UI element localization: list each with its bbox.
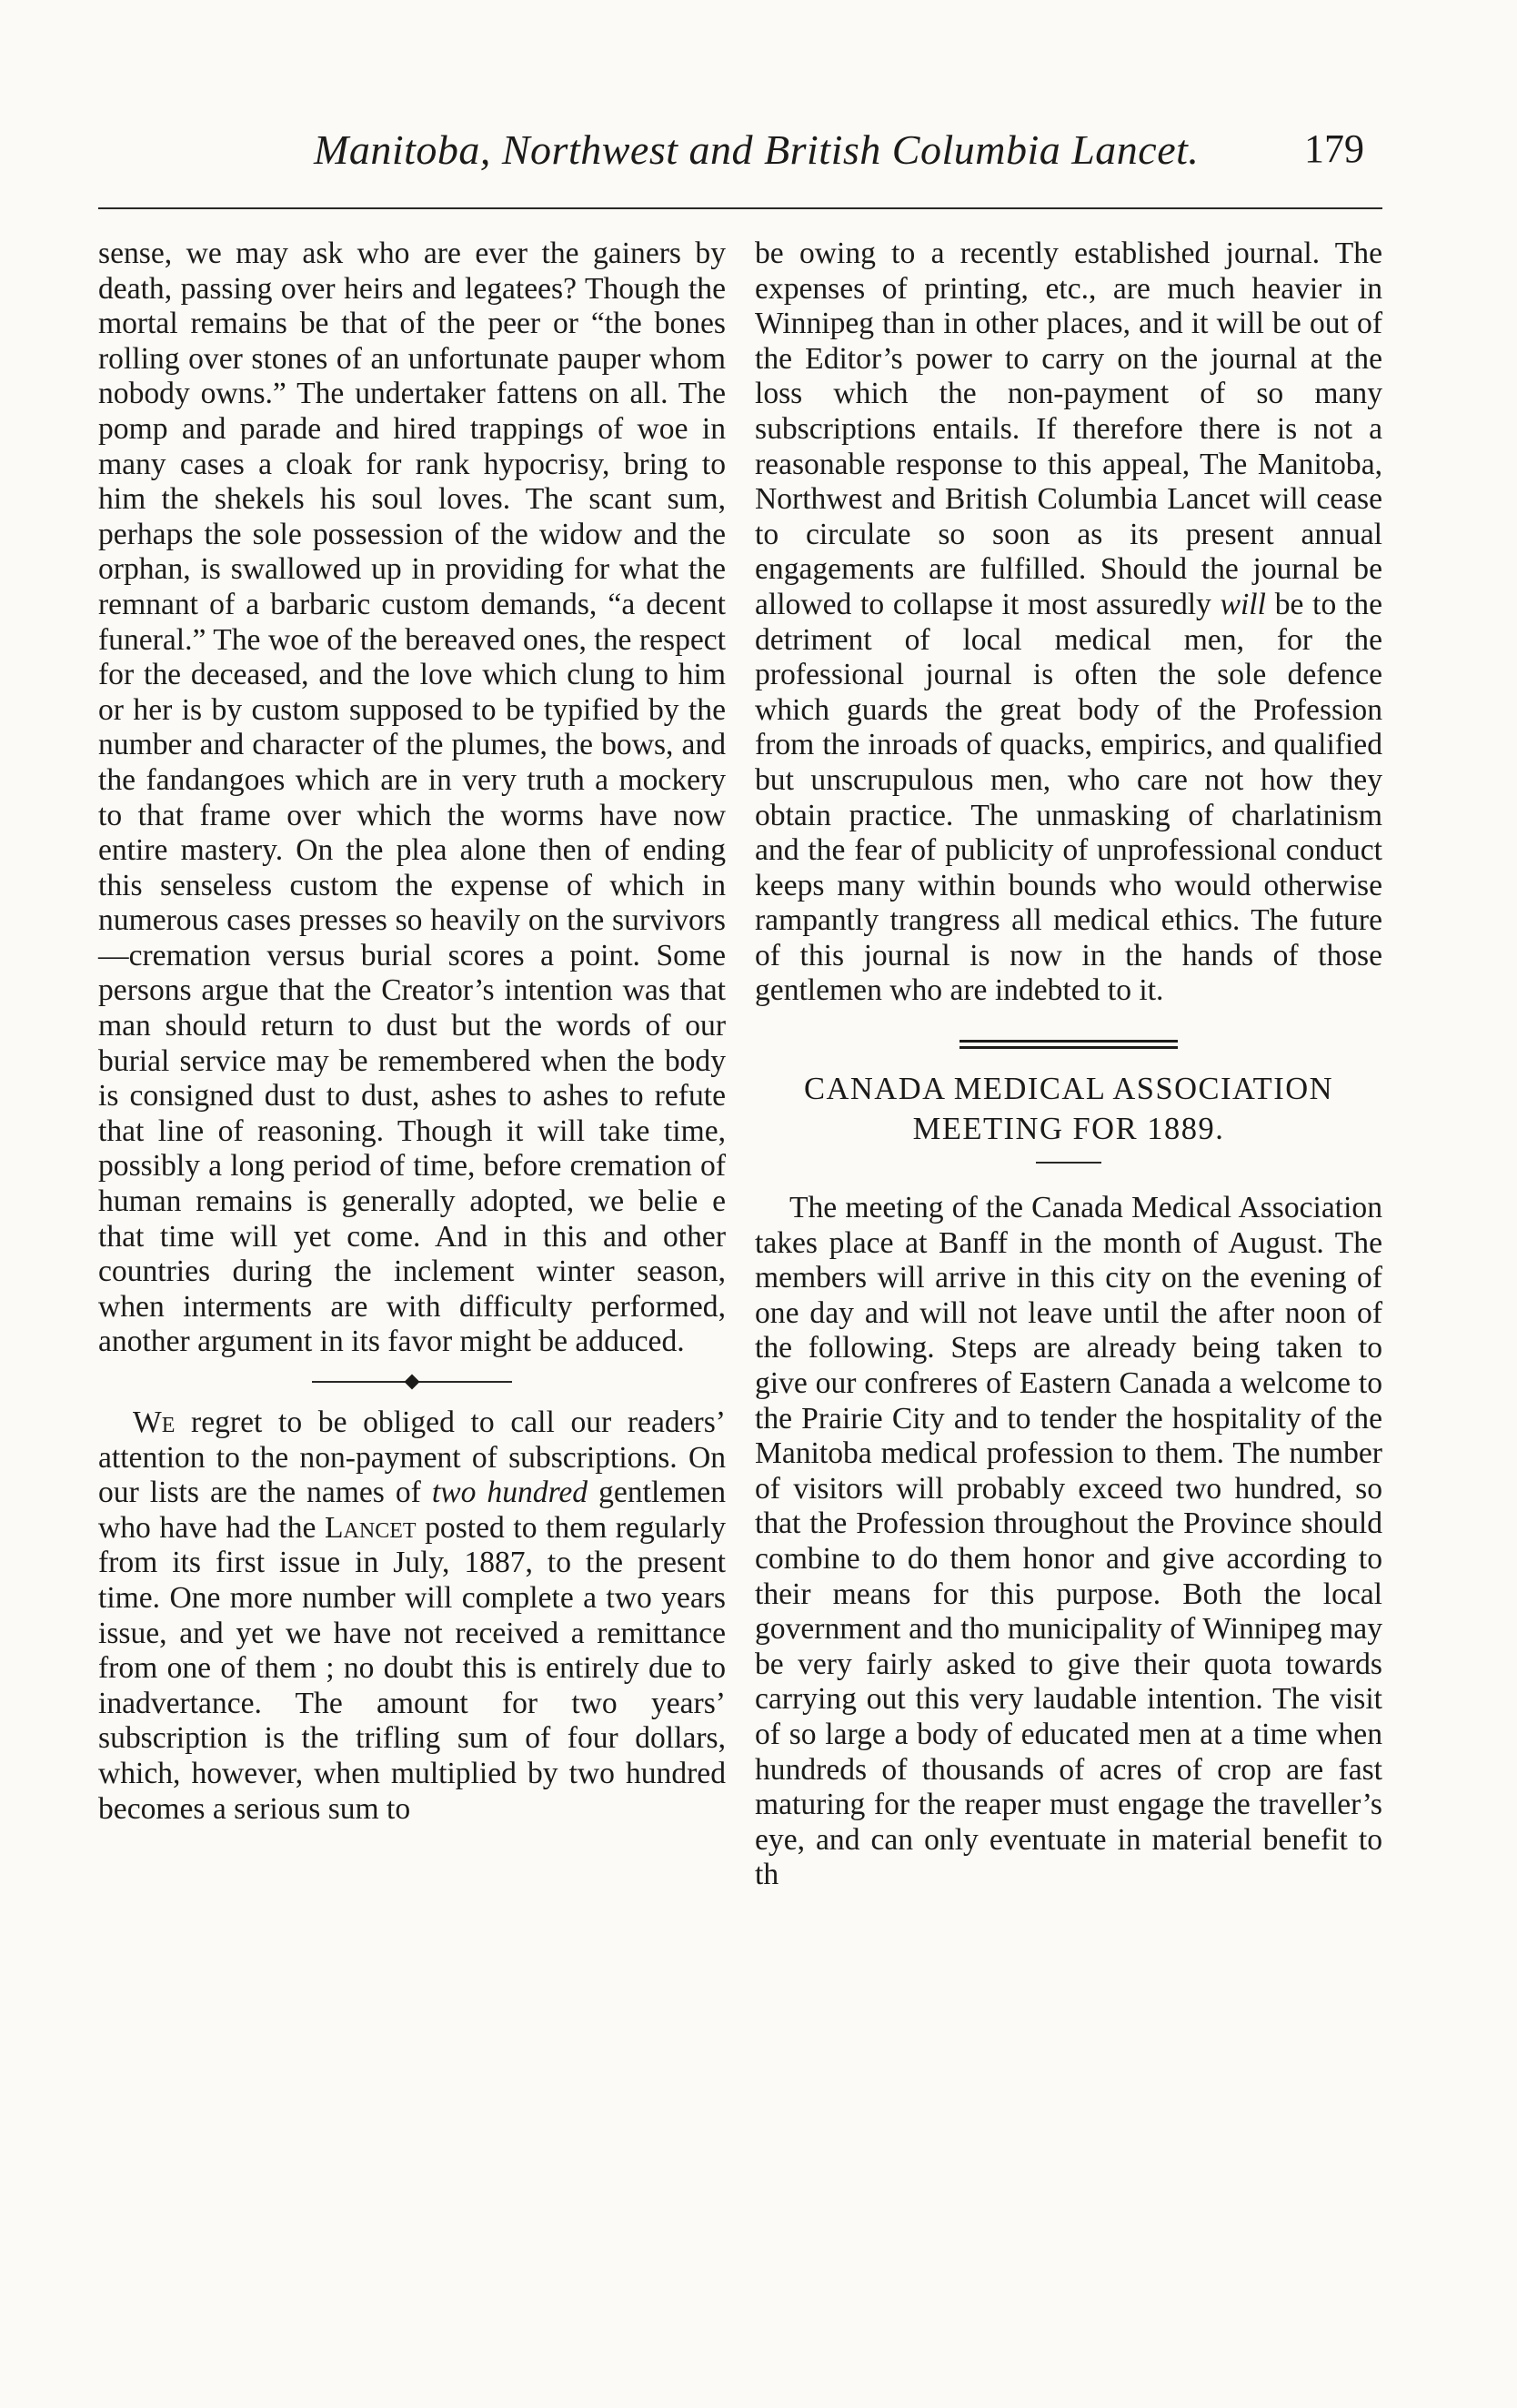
continuation-text-a: be owing to a recently established journal. The expenses of printing, etc., are much heavier in Winnipeg than in other places, and it will be out of the Editor’s power to carry on the journal at the loss which the non-payment of so many subscriptions entails. If therefore there is not a reasonable response to this appeal, The Manitoba, Northwest and British Columbia Lancet will cease to circulate so soon as its present annual engagements are fulfilled. Should the journal be allowed to collapse it most assuredly <box>755 237 1382 621</box>
double-rule-top <box>959 1040 1178 1043</box>
left-column <box>98 237 726 1827</box>
short-rule <box>1036 1162 1101 1164</box>
page-number: 179 <box>1304 126 1364 171</box>
section-divider-ornament <box>312 1376 512 1387</box>
dropcap-word: We <box>133 1406 176 1439</box>
header-rule <box>98 207 1382 209</box>
double-rule-divider <box>959 1040 1178 1049</box>
section-heading-line1: CANADA MEDICAL ASSOCIATION <box>803 1072 1334 1107</box>
cremation-paragraph: sense, we may ask who are ever the gainers by death, passing over heirs and legatees? Though the mortal remains be that of the peer or “the bones rolling over stones of an unfortunate pauper whom nobody owns.” The undertaker fattens on all. The pomp and parade and hired trappings of woe in many cases a cloak for rank hypocrisy, bring to him the shekels his soul loves. The scant sum, perhaps the sole possession of the widow and the orphan, is swallowed up in providing for what the remnant of a barbaric custom demands, “a decent funeral.” The woe of the bereaved ones, the respect for the deceased, and the love which clung to him or her is by custom supposed to be typified by the number and character of the plumes, the bows, and the fandangoes which are in very truth a mockery to that frame over which the worms have now entire mastery. On the plea alone then of ending this senseless custom the expense of which in numerous cases presses so heavily on the survivors—cremation versus burial scores a point. Some persons argue that the Creator’s intention was that man should return to dust but the words of our burial service may be remembered when the body is consigned dust to dust, ashes to ashes to refute that line of reasoning. Though it will take time, possibly a long period of time, before cremation of human remains is generally adopted, we belie e that time will yet come. And in this and other countries during the inclement winter season, when interments are with difficulty performed, another argument in its favor might be adduced. <box>98 237 726 1359</box>
divider-diamond-icon <box>405 1375 420 1390</box>
subscription-paragraph <box>98 1406 726 1827</box>
lancet-smallcaps: Lancet <box>325 1510 417 1545</box>
running-header <box>100 126 1382 180</box>
continuation-text-b: be to the detriment of local medical men, for the professional journal is often the sole defence which guards the great body of the Profession from the inroads of quacks, empirics, and qualified but unscrupulous men, who care not how they obtain practice. The unmasking of charlatinism and the fear of publicity of unprofessional conduct keeps many within bounds who would otherwise rampantly trangress all medical ethics. The future of this journal is now in the hands of those gentlemen who are indebted to it. <box>755 587 1382 1008</box>
section-heading <box>755 1069 1382 1149</box>
meeting-paragraph: The meeting of the Canada Medical Association takes place at Banff in the month of August. The members will arrive in this city on the evening of one day and will not leave until the after noon of the following. Steps are already being taken to give our confreres of Eastern Canada a welcome to the Prairie City and to tender the hospitality of the Manitoba medical profession to them. The number of visitors will probably exceed two hundred, so that the Profession throughout the Province should combine to do them honor and give according to their means for this purpose. Both the local government and tho municipality of Winnipeg may be very fairly asked to give their quota towards carrying out this very laudable intention. The visit of so large a body of educated men at a time when hundreds of thousands of acres of crop are fast maturing for the reaper must engage the traveller’s eye, and can only eventuate in material benefit to th <box>755 1191 1382 1892</box>
subscription-italic: two hundred <box>431 1476 588 1510</box>
subscription-text-b: gentlemen who have had the <box>98 1476 727 1545</box>
subscription-text-a: regret to be obliged to call our readers’ attention to the non-payment of subscriptions. On our lists are the names of <box>98 1406 726 1510</box>
subscription-continuation <box>755 237 1382 1009</box>
subscription-text-c: posted to them regularly from its first issue in July, 1887, to the present time. One more number will complete a two years issue, and yet we have not received a remittance from one of them ; no doubt this is entirely due to inadvertance. The amount for two years’ subscription is the trifling sum of four dollars, which, however, when multiplied by two hundred becomes a serious sum to <box>98 1510 727 1826</box>
double-rule-bottom <box>959 1046 1178 1049</box>
section-heading-line2: MEETING FOR 1889. <box>912 1112 1225 1147</box>
right-column <box>755 237 1382 1893</box>
journal-title: Manitoba, Northwest and British Columbia Lancet. <box>314 126 1200 173</box>
continuation-italic: will <box>1220 587 1266 621</box>
